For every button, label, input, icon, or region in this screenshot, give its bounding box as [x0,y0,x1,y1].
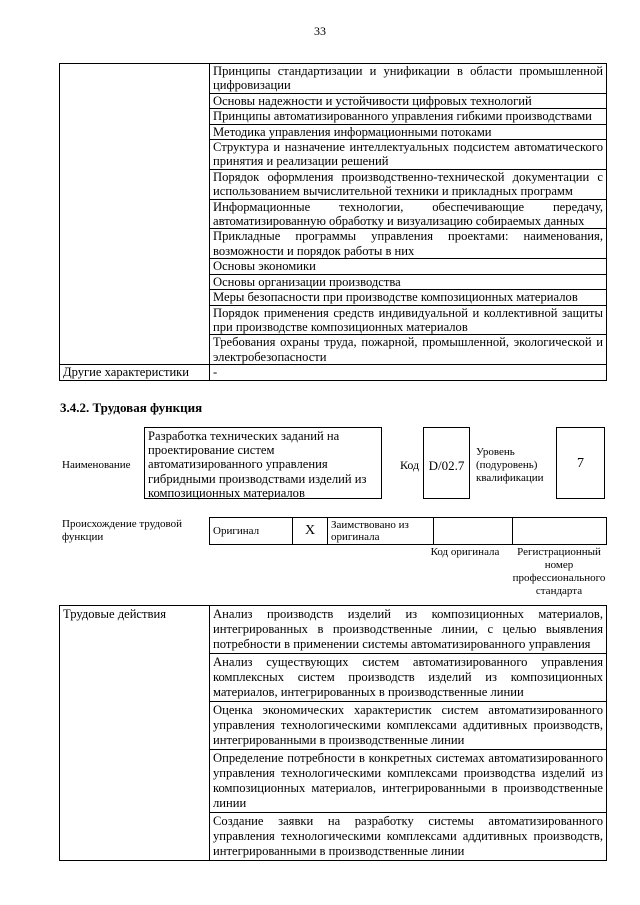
original-mark: X [293,518,328,545]
qualification-level-value: 7 [556,427,605,499]
function-code-value: D/02.7 [423,427,470,499]
knowledge-item: Принципы стандартизации и унификации в области промышленной цифровизации [210,64,607,94]
page-number: 33 [314,24,326,38]
knowledge-item: Методика управления информационными потоками [210,124,607,139]
labor-action-item: Создание заявки на разработку системы автоматизированного управления технологическими комплексами аддитивных производств, интегрированными в производственные линии [210,813,607,861]
knowledge-item: Структура и назначение интеллектуальных подсистем автоматического принятия и реализации решений [210,140,607,170]
section-heading: 3.4.2. Трудовая функция [60,400,203,415]
knowledge-item: Требования охраны труда, пожарной, промышленной, экологической и электробезопасности [210,335,607,365]
reg-number-cell [513,518,607,545]
knowledge-item: Основы организации производства [210,274,607,289]
code-original-label: Код оригинала [430,546,500,558]
knowledge-item: Основы экономики [210,259,607,274]
other-characteristics-value: - [210,365,607,380]
knowledge-item: Меры безопасности при производстве композиционных материалов [210,290,607,305]
knowledge-item: Информационные технологии, обеспечивающие передачу, автоматизированную обработку и визуализацию собираемых данных [210,199,607,229]
knowledge-label-cell [60,64,210,365]
labor-action-item: Анализ существующих систем автоматизированного управления комплексных систем производств изделий из композиционных материалов, интегрированных в производственные линии [210,654,607,702]
reg-number-label: Регистрационный номер профессионального стандарта [512,546,606,597]
borrowed-label: Заимствовано из оригинала [328,518,434,545]
other-characteristics-label: Другие характеристики [60,365,210,380]
labor-actions-table [59,605,607,861]
knowledge-item: Порядок применения средств индивидуальной и коллективной защиты при производстве композиционных материалов [210,305,607,335]
knowledge-table [59,63,607,381]
origin-table [209,517,607,545]
code-label: Код [400,458,420,472]
knowledge-item: Прикладные программы управления проектами: наименования, возможности и порядок работы в них [210,229,607,259]
name-label: Наименование [62,459,131,471]
labor-action-item: Оценка экономических характеристик систем автоматизированного управления технологическими комплексами аддитивных производств, интегрированными в производственные линии [210,702,607,750]
knowledge-item: Принципы автоматизированного управления гибкими производствами [210,109,607,124]
origin-label: Происхождение трудовой функции [62,518,183,543]
original-label: Оригинал [210,518,293,545]
knowledge-item: Порядок оформления производственно-технической документации с использованием вычислительной техники и прикладных программ [210,169,607,199]
knowledge-item: Основы надежности и устойчивости цифровых технологий [210,93,607,108]
labor-action-item: Анализ производств изделий из композиционных материалов, интегрированных в производственные линии, с целью выявления потребности в применении системы автоматизированного управления [210,606,607,654]
function-name-value: Разработка технических заданий на проектирование систем автоматизированного управления гибридными производствами изделий из композиционных материалов [144,427,382,499]
labor-action-item: Определение потребности в конкретных системах автоматизированного управления технологическими комплексами производства изделий из композиционных материалов, интегрированными в производственные линии [210,750,607,813]
original-code-cell [434,518,513,545]
labor-actions-label: Трудовые действия [60,606,210,861]
qualification-level-label: Уровень (подуровень) квалификации [476,446,544,484]
